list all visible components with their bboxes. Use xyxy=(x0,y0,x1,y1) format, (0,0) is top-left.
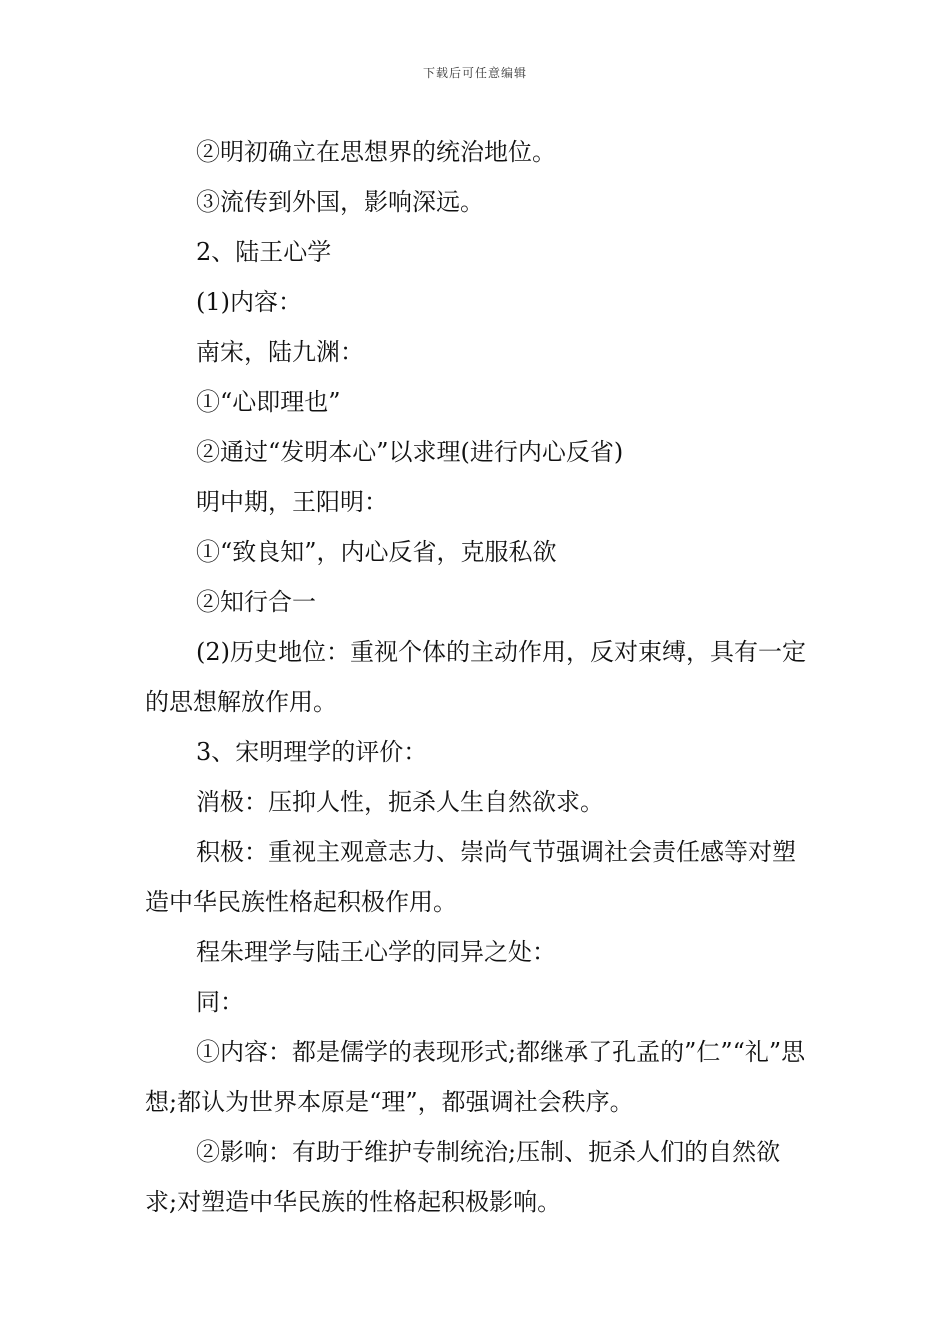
paragraph: ①“致良知”，内心反省，克服私欲 xyxy=(196,538,557,566)
paragraph: ②知行合一 xyxy=(196,588,316,616)
paragraph: 同： xyxy=(196,988,244,1016)
paragraph: 消极：压抑人性，扼杀人生自然欲求。 xyxy=(196,788,604,816)
section-heading: 2、陆王心学 xyxy=(196,238,332,266)
paragraph: ②影响：有助于维护专制统治;压制、扼杀人们的自然欲求;对塑造中华民族的性格起积极影响。 xyxy=(145,1138,781,1216)
paragraph: ②明初确立在思想界的统治地位。 xyxy=(196,138,556,166)
subsection-heading: (1)内容： xyxy=(196,288,302,316)
paragraph: 南宋，陆九渊： xyxy=(196,338,364,366)
section-heading: 3、宋明理学的评价： xyxy=(196,738,428,766)
paragraph: ②通过“发明本心”以求理(进行内心反省) xyxy=(196,438,624,466)
paragraph: 积极：重视主观意志力、崇尚气节强调社会责任感等对塑造中华民族性格起积极作用。 xyxy=(145,838,796,916)
paragraph: 明中期，王阳明： xyxy=(196,488,388,516)
paragraph: (2)历史地位：重视个体的主动作用，反对束缚，具有一定的思想解放作用。 xyxy=(145,638,806,716)
paragraph: ③流传到外国，影响深远。 xyxy=(196,188,484,216)
document-body xyxy=(145,127,807,1227)
paragraph: 程朱理学与陆王心学的同异之处： xyxy=(196,938,556,966)
paragraph: ①“心即理也” xyxy=(196,388,341,416)
page-header: 下载后可任意编辑 xyxy=(422,66,527,80)
paragraph: ①内容：都是儒学的表现形式;都继承了孔孟的”仁”“礼”思想;都认为世界本原是“理”，都强调社会秩序。 xyxy=(145,1038,806,1116)
